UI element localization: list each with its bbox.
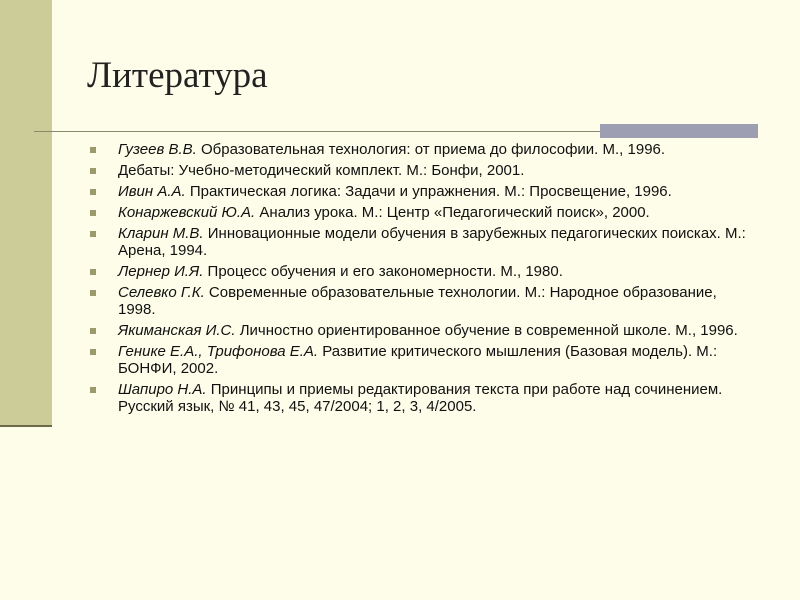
reference-item	[90, 183, 750, 200]
reference-item	[90, 225, 750, 259]
title-divider	[34, 131, 600, 132]
reference-author: Селевко Г.К.	[118, 284, 205, 301]
reference-text: Личностно ориентированное обучение в современной школе. М., 1996.	[235, 322, 738, 339]
reference-item	[90, 343, 750, 377]
slide-title: Литература	[87, 55, 268, 96]
square-bullet-icon	[90, 147, 96, 153]
reference-item	[90, 381, 750, 415]
reference-item	[90, 322, 750, 339]
square-bullet-icon	[90, 269, 96, 275]
reference-text: Образовательная технология: от приема до философии. М., 1996.	[196, 141, 666, 158]
square-bullet-icon	[90, 387, 96, 393]
square-bullet-icon	[90, 290, 96, 296]
reference-item	[90, 141, 750, 158]
reference-text: Процесс обучения и его закономерности. М., 1980.	[203, 263, 563, 280]
reference-author: Конаржевский Ю.А.	[118, 204, 256, 221]
reference-author: Шапиро Н.А.	[118, 381, 207, 398]
square-bullet-icon	[90, 231, 96, 237]
left-decorative-band	[0, 0, 52, 425]
square-bullet-icon	[90, 328, 96, 334]
square-bullet-icon	[90, 210, 96, 216]
square-bullet-icon	[90, 349, 96, 355]
reference-text: Инновационные модели обучения в зарубежных педагогических поисках. М.: Арена, 1994.	[118, 225, 746, 259]
reference-author: Генике Е.А., Трифонова Е.А.	[118, 343, 319, 360]
reference-text: Современные образовательные технологии. М.: Народное образование, 1998.	[118, 284, 717, 318]
reference-text: Принципы и приемы редактирования текста при работе над сочинением. Русский язык, № 41, 43, 45, 47/2004; 1, 2, 3, 4/2005.	[118, 381, 723, 415]
reference-text: Анализ урока. М.: Центр «Педагогический поиск», 2000.	[255, 204, 650, 221]
reference-author: Лернер И.Я.	[118, 263, 204, 280]
reference-text: Развитие критического мышления (Базовая модель). М.: БОНФИ, 2002.	[118, 343, 718, 377]
reference-item	[90, 204, 750, 221]
reference-text: Практическая логика: Задачи и упражнения. М.: Просвещение, 1996.	[185, 183, 672, 200]
reference-author: Ивин А.А.	[118, 183, 186, 200]
divider-accent-block	[600, 124, 758, 138]
reference-item	[90, 284, 750, 318]
reference-text: Дебаты: Учебно-методический комплект. М.: Бонфи, 2001.	[118, 162, 525, 179]
reference-author: Гузеев В.В.	[118, 141, 197, 158]
square-bullet-icon	[90, 168, 96, 174]
reference-author: Якиманская И.С.	[118, 322, 236, 339]
reference-author: Кларин М.В.	[118, 225, 204, 242]
reference-list	[90, 141, 750, 419]
reference-item	[90, 263, 750, 280]
reference-item	[90, 162, 750, 179]
square-bullet-icon	[90, 189, 96, 195]
left-band-underline	[0, 425, 52, 427]
